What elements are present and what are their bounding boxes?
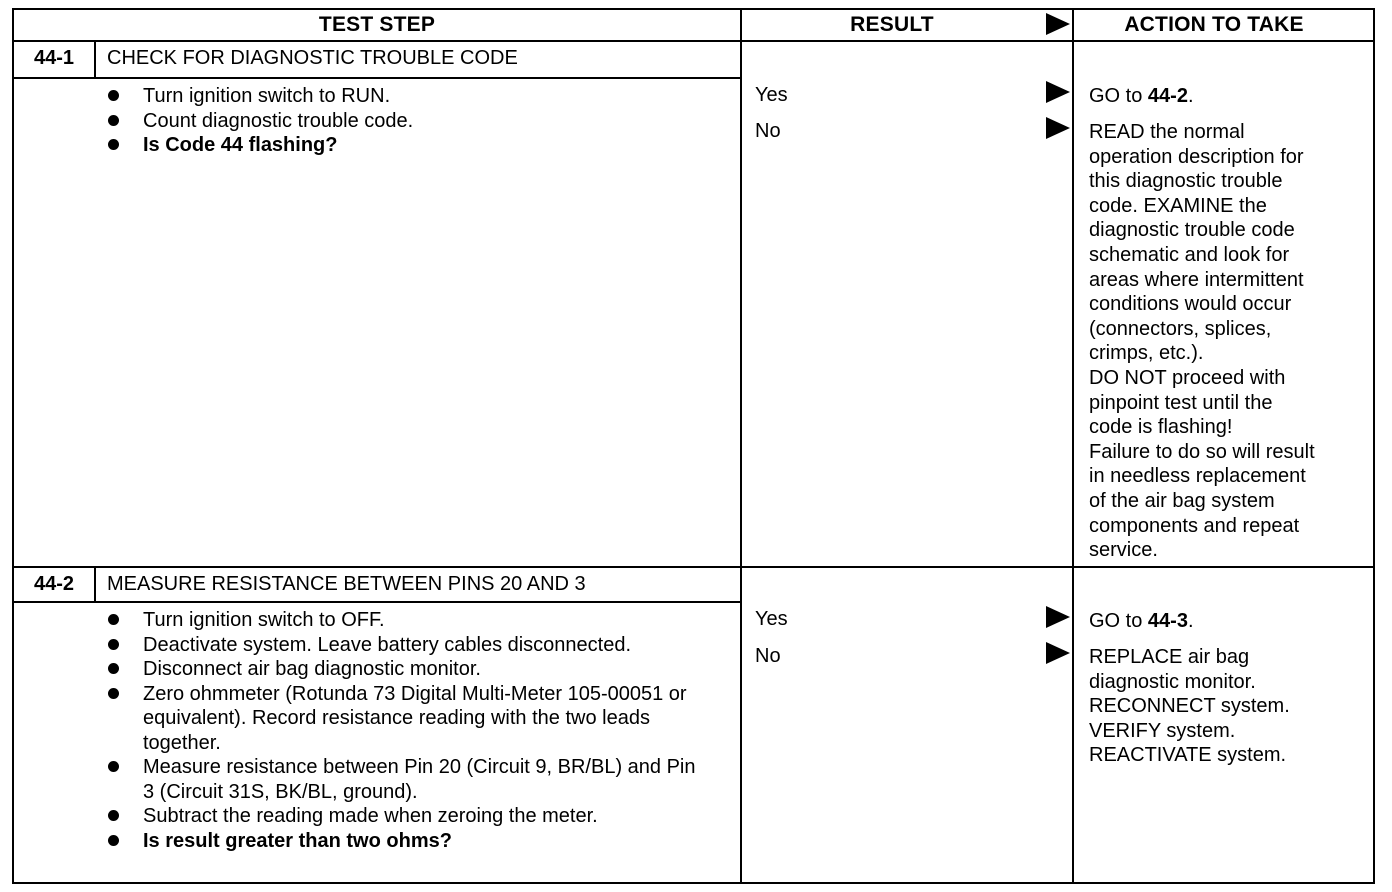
header-test-step: TEST STEP xyxy=(318,13,436,36)
bullet-item: Is Code 44 flashing? xyxy=(108,133,738,158)
rule-right xyxy=(1373,8,1375,884)
step-title: MEASURE RESISTANCE BETWEEN PINS 20 AND 3 xyxy=(107,573,586,595)
result-no: No xyxy=(755,120,781,142)
arrow-right-icon xyxy=(1046,81,1070,103)
step-title: CHECK FOR DIAGNOSTIC TROUBLE CODE xyxy=(107,47,518,69)
bullet-item: Deactivate system. Leave battery cables disconnected. xyxy=(108,633,708,658)
bullet-icon xyxy=(108,139,119,150)
arrow-right-icon xyxy=(1046,606,1070,628)
bullet-item: Subtract the reading made when zeroing the meter. xyxy=(108,804,783,829)
bullet-icon xyxy=(108,639,119,650)
bullet-icon xyxy=(108,115,119,126)
step-number: 44-1 xyxy=(33,47,75,69)
action-goto: GO to 44-2. xyxy=(1089,85,1194,107)
bullet-icon xyxy=(108,761,119,772)
action-instructions: REPLACE air bag diagnostic monitor. RECONNECT system. VERIFY system. REACTIVATE system. xyxy=(1089,646,1290,767)
bullet-item: Is result greater than two ohms? xyxy=(108,829,708,854)
rule-step1-title-bottom xyxy=(12,77,740,79)
header-action: ACTION TO TAKE xyxy=(1124,13,1304,36)
step-bullets xyxy=(108,84,738,158)
result-yes: Yes xyxy=(755,608,788,630)
action-goto: GO to 44-3. xyxy=(1089,610,1194,632)
rule-step2-title-bottom xyxy=(12,601,740,603)
arrow-right-icon xyxy=(1046,117,1070,139)
rule-step1-bottom xyxy=(12,566,1375,568)
bullet-icon xyxy=(108,663,119,674)
action-instructions: READ the normal operation description for this diagnostic trouble code. EXAMINE the diagnostic trouble code schematic and look for areas where intermittent conditions would occur (connectors, splices, crimps, etc.). DO NOT proceed with pinpoint test until the code is flashing! Failure to do so will result in needless replacement of the air bag system components and repeat service. xyxy=(1089,121,1315,562)
bullet-icon xyxy=(108,90,119,101)
result-yes: Yes xyxy=(755,84,788,106)
rule-result-left xyxy=(740,8,742,884)
result-no: No xyxy=(755,645,781,667)
bullet-item: Turn ignition switch to OFF. xyxy=(108,608,708,633)
header-arrow-icon xyxy=(1046,13,1070,35)
step-number: 44-2 xyxy=(33,573,75,595)
bullet-icon xyxy=(108,835,119,846)
step-reference: 44-2 xyxy=(1147,85,1188,107)
bullet-item: Zero ohmmeter (Rotunda 73 Digital Multi-Meter 105-00051 or equivalent). Record resistance reading with the two leads together. xyxy=(108,682,708,756)
bullet-icon xyxy=(108,688,119,699)
bullet-item: Measure resistance between Pin 20 (Circuit 9, BR/BL) and Pin 3 (Circuit 31S, BK/BL, ground). xyxy=(108,755,708,804)
rule-left xyxy=(12,8,14,884)
rule-action-left xyxy=(1072,8,1074,884)
rule-header-bottom xyxy=(12,40,1375,42)
bullet-item: Count diagnostic trouble code. xyxy=(108,109,738,134)
bullet-item: Turn ignition switch to RUN. xyxy=(108,84,738,109)
arrow-right-icon xyxy=(1046,642,1070,664)
bullet-icon xyxy=(108,614,119,625)
bullet-icon xyxy=(108,810,119,821)
bullet-item: Disconnect air bag diagnostic monitor. xyxy=(108,657,708,682)
step-bullets xyxy=(108,608,708,853)
rule-bottom xyxy=(12,882,1375,884)
header-result: RESULT xyxy=(850,13,934,36)
step-reference: 44-3 xyxy=(1147,610,1188,632)
